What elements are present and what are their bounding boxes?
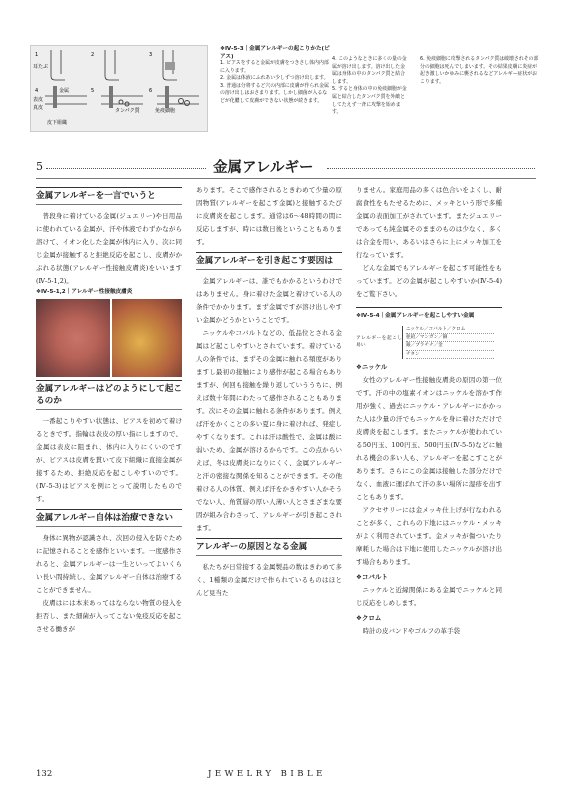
subheading-nickel: ❖ニッケル — [356, 362, 388, 371]
caption-item-4: 4. このようなときに多くの量の金属が溶け出します。溶け出した金属は身体の中のタンパク質と結合します。 — [332, 56, 407, 85]
paragraph: あります。そこで感作されるときわめて少量の原因物質(アレルギーを起こす金属)と接触するたびに皮膚炎を起こします。通常は6〜48時間の間に反応しますが、時には数日後ということもあります。 — [196, 186, 342, 246]
paragraph: 私たちが日常接する金属製品の数はきわめて多く、1種類の金属だけで作られているものはほとんど見当た — [196, 563, 342, 597]
top-caption-title: ❖Ⅳ-5-3｜金属アレルギーの起こりかた(ピアス) — [220, 46, 330, 60]
figure-label-protein: タンパク質 — [115, 108, 140, 114]
table-row: ニッケル／コバルト／クロム — [406, 326, 494, 334]
paragraph: 一番起こりやすい状態は、ピアスを初めて着けるときです。指輪は表皮の厚い指にしますので、金属は表皮に阻まれ、体内に入りにくいのですが、ピアスは皮膚を貫いて皮下組織に直接金属が接するため、拒絶反応を起こしやすいのです。(Ⅳ-5-3)はピアスを例にとって説明したものです。 — [36, 417, 182, 503]
heading-not-curable: 金属アレルギー自体は治療できない — [36, 509, 182, 527]
table-side-label: アレルギーを起こし易い — [356, 336, 402, 349]
figure-label-immune-cell: 免疫細胞 — [155, 108, 176, 114]
table-caption: ❖Ⅳ-5-4｜金属アレルギーを起こしやすい金属 — [356, 307, 502, 323]
caption-item-1: 1. ピアスをすると金属が皮膚をつきさし体内内部に入ります。 — [220, 60, 329, 74]
figure-label-dermis: 真皮 — [33, 105, 44, 111]
paragraph: 普段身に着けている金属(ジュエリー)や日用品に使われている金属が、汗や体液でわずかながら溶けて、イオン化した金属が体内に入り、次に同じ金属が接触すると拒絶反応を起こし、皮膚がかぶれる状態(アレルギー性接触皮膚炎)をいいます(Ⅳ-5-1,2)。 — [36, 212, 182, 285]
dermatitis-photos — [36, 299, 182, 377]
table-row: 亜鉛／マンガン／銅 — [406, 334, 494, 342]
figure-label-5: 5 — [91, 88, 95, 94]
figure-label-earlobe: 耳たぶ — [33, 64, 49, 70]
paragraph: ニッケルと近縁関係にある金属でニッケルと同じ反応をしめします。 — [356, 585, 502, 607]
banner-rule-left — [46, 168, 206, 169]
paragraph: りません。家庭用品の多くは色合いをよくし、耐腐食性をもたせるために、メッキという形で多種金属の表面加工がされています。またジュエリーであっても純金属そのままのものは少なく、多くは合金を用い、あるいはさらに上にメッキ加工を行なっています。 — [356, 186, 502, 259]
heading-causes: 金属アレルギーを引き起こす要因は — [196, 252, 342, 270]
section-number: 5 — [36, 160, 43, 173]
paragraph: アクセサリーには金メッキ仕上げが行なわれることが多く、これらの下地にはニッケル・メッキがよく利用されています。金メッキが傷ついたり摩耗した場合は下地に使用したニッケルが溶け出す場合もあります。 — [356, 505, 502, 566]
figure-label-4: 4 — [35, 88, 39, 94]
table-row: チタン — [406, 351, 494, 359]
paragraph: 金属アレルギーは、誰でもかかるというわけではありません。身に着けた金属と着けている人の条件でかかります。まず金属ですが溶け出しやすい金属かどうかということです。 — [196, 277, 342, 324]
figure-label-metal: 金属 — [59, 88, 70, 94]
subheading-cobalt: ❖コバルト — [356, 572, 388, 581]
piercing-allergy-diagram — [30, 45, 208, 132]
paragraph: 時計の皮バンドやゴルフの革手袋 — [362, 626, 460, 635]
ear-dermatitis-photo-1 — [36, 299, 110, 377]
subheading-chrome: ❖クロム — [356, 613, 382, 622]
top-caption-block-2 — [332, 56, 407, 117]
allergy-metals-table — [356, 307, 502, 359]
banner-divider — [36, 178, 536, 179]
column-1 — [36, 184, 182, 636]
heading-what-is: 金属アレルギーを一言でいうと — [36, 187, 182, 205]
top-caption-block-3 — [420, 56, 540, 86]
paragraph: 皮膚はには本来あってはならない物質の侵入を拒否し、また細菌が入ってこない免疫反応を起こさせる働きが — [36, 599, 182, 633]
figure-label-2: 2 — [91, 52, 95, 58]
figure-label-3: 3 — [149, 52, 153, 58]
table-row: 銀／プラチナ／金 — [406, 342, 494, 350]
top-caption-block — [220, 44, 330, 106]
column-3 — [356, 184, 502, 638]
banner-rule-right — [327, 168, 535, 169]
caption-item-3: 3. 普通は分将するど穴の内部に皮膚が作られ金属の溶け出しはおさまります。しかし細菌が入るなどが化膿して皮膚ができない状態が続きます。 — [220, 82, 329, 104]
paragraph: 身体に異物が認識され、次回の侵入を防ぐために記憶されることを感作といいます。一度感作されると、金属アレルギーは一生といってよいくらい長い間持続し、金属アレルギー自体は治療することができません。 — [36, 534, 182, 594]
footer-book-title: JEWELRY BIBLE — [208, 769, 326, 779]
caption-item-6: 6. 免疫細胞に攻撃されるタンパク質は破壊されその部分の細胞は死んでしまいます。その結果皮膚に炎症が起き激しいかゆみに襲されるなどアレルギー症状がおこります。 — [420, 56, 539, 85]
figure-label-epidermis: 表皮 — [33, 97, 44, 103]
page-number: 132 — [36, 769, 53, 779]
figure-label-1: 1 — [35, 52, 39, 58]
figure-label-6: 6 — [149, 88, 153, 94]
heading-how-occurs: 金属アレルギーはどのようにして起こるのか — [36, 380, 182, 410]
paragraph: 女性のアレルギー性接触皮膚炎の原因の第一位です。汗の中の塩素イオンはニッケルを溶かす作用が強く、過去にニッケル・アレルギーにかかった人は少量の汗でもニッケルを身に着けただけで皮膚炎を起こします。またニッケルが使われている50円玉、100円玉、500円玉(Ⅳ-5-5)などに触れる機会の多い人も、アレルギーを起こすことがあります。さらにこの金属は接触した部分だけでなく、血液に運ばれて汗の多い場所に湿疹を出すこともあります。 — [356, 375, 502, 501]
caption-item-5: 5. すると身体の中の免疫細胞が金属と結合したタンパク質を外敵としてたえず一斉に攻撃を始めます。 — [332, 86, 407, 116]
figure-label-subcutaneous: 皮下組織 — [47, 120, 68, 126]
heading-causal-metals: アレルギーの原因となる金属 — [196, 538, 342, 556]
caption-item-2: 2. 金属は体液にふれあい少しずつ溶け出します。 — [220, 75, 329, 82]
paragraph: ニッケルやコバルトなどの、低品位とされる金属はど起こしやすいとされています。着けている人の条件では、まずその金属に触れる頻度がありますし最初の接触により感作が起こる場合もありますが、何回も接触を繰り返していううちに、例えば数十年間にわたって感作されることもあります。次にその金属に触れる条件があります。例えば汗をかくことの多い夏に身に着ければ、発症しやすくなります。これは汗は酸性で、金属は酸に弱いため、金属が溶けるからです。この点からいえば、冬は皮膚炎になりにくく、金属アレルギーと汗の密接な関係を知ることができます。その他着ける人の体質、例えば汗をかきやすい人かそうでない人、角質層の厚い人薄い人とさまざまな要因が組み合わさって、アレルギーが引き起こされます。 — [196, 329, 342, 532]
section-title: 金属アレルギー — [213, 160, 314, 176]
ear-dermatitis-photo-2 — [112, 299, 182, 377]
paragraph: どんな金属でもアレルギーを起こす可能性をもっています。どの金属が起こしやすいか(Ⅳ-5-4)をご覧下さい。 — [356, 264, 502, 298]
figure-caption-dermatitis: ❖Ⅳ-5-1,2｜アレルギー性接触皮膚炎 — [36, 289, 133, 295]
column-2 — [196, 184, 342, 600]
